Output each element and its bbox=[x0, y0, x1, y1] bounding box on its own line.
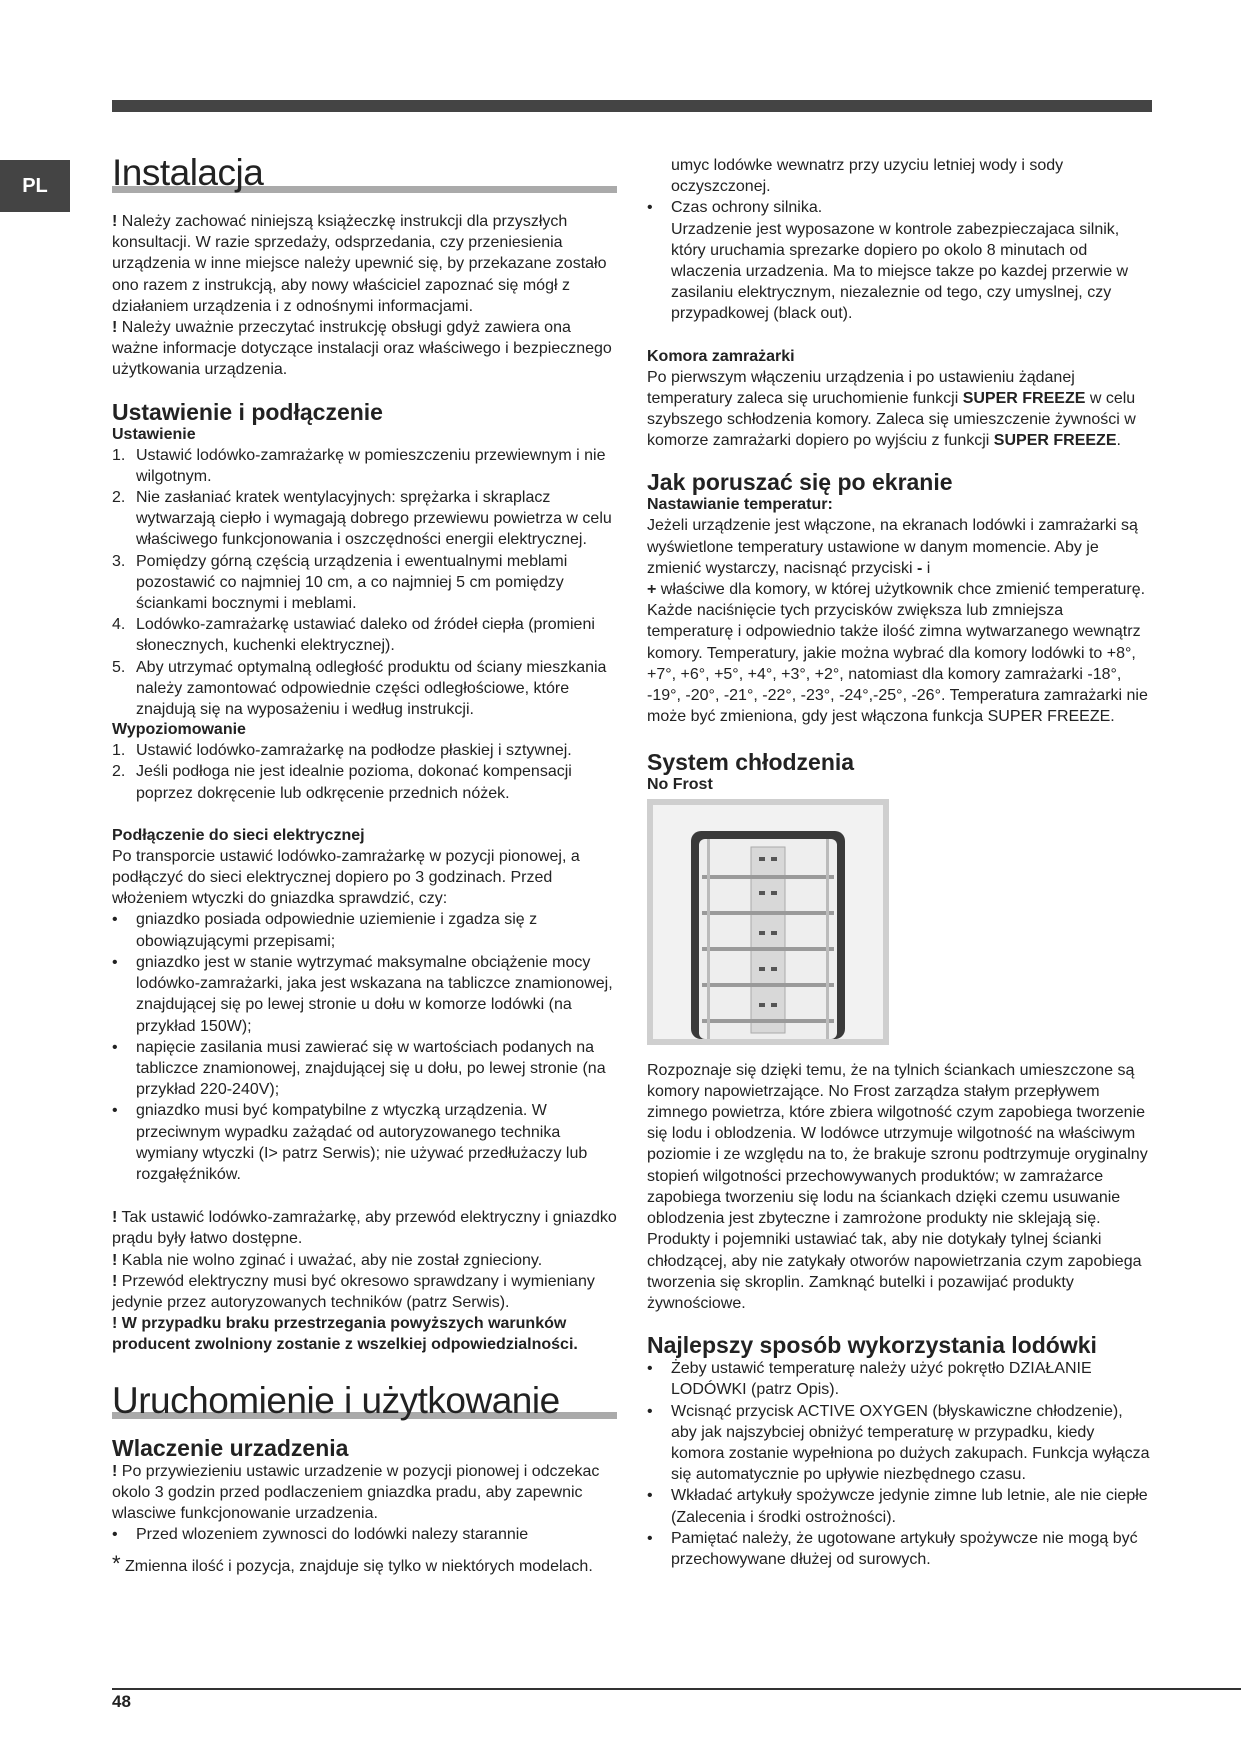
siec-intro: Po transporcie ustawić lodówko-zamrażarkę w pozycji pionowej, a podłączyć do sieci elektrycznej dopiero po 3 godzinach. Przed włożeniem wtyczki do gniazdka sprawdzić, czy: bbox=[112, 847, 580, 908]
language-tab: PL bbox=[0, 160, 70, 212]
top-rule bbox=[112, 100, 1152, 112]
section-title-najlepszy: Najlepszy sposób wykorzystania lodówki bbox=[647, 1332, 1097, 1359]
list-item: Urzadzenie jest wyposazone w kontrole zabezpieczajaca silnik, który uruchamia sprezarke dopiero po okolo 8 minutach od wlaczenia urzadzenia. Ma to miejsce takze po kazdej przerwie w zasilaniu elektrycznym, niezaleznie od tego, czy umyslnej, czy przypadkowej (black out). bbox=[671, 220, 1129, 323]
section-title-wlaczenie: Wlaczenie urzadzenia bbox=[112, 1434, 349, 1461]
page-title: Instalacja bbox=[112, 152, 264, 193]
footer-rule bbox=[112, 1688, 1241, 1690]
wypoziomowanie-list bbox=[112, 740, 617, 804]
list-item: 1. Ustawić lodówko-zamrażarkę na podłodze płaskiej i sztywnej. bbox=[112, 742, 572, 760]
list-item: 2. Jeśli podłoga nie jest idealnie pozioma, dokonać kompensacji poprzez dokręcenie lub odkręcenie przednich nóżek. bbox=[112, 763, 572, 802]
list-item: 4. Lodówko-zamrażarkę ustawiać daleko od źródeł ciepła (promieni słonecznych, kuchenki elektrycznej). bbox=[112, 616, 595, 655]
list-item: • Pamiętać należy, że ugotowane artykuły spożywcze nie mogą być przechowywane dłużej od surowych. bbox=[647, 1529, 1138, 1568]
list-item: • Żeby ustawić temperaturę należy użyć pokrętło DZIAŁANIE LODÓWKI (patrz Opis). bbox=[647, 1360, 1092, 1399]
subheading-nofrost: No Frost bbox=[647, 776, 713, 794]
list-item: 5. Aby utrzymać optymalną odległość produktu od ściany mieszkania należy zamontować odpowiednie części odległościowe, które znajdują się na wyposażeniu i według instrukcji. bbox=[112, 658, 607, 719]
wlaczenie-paragraph: ! Po przywiezieniu ustawic urzadzenie w pozycji pionowej i odczekac okolo 3 godzin przed podlaczeniem gniazdka pradu, aby zapewnic wlasciwe funkcjonowanie urzadzenia. bbox=[112, 1462, 600, 1522]
subheading-komora: Komora zamrażarki bbox=[647, 347, 795, 365]
ustawienie-list bbox=[112, 445, 617, 721]
warning-2: ! Kabla nie wolno zginać i uważać, aby nie został zgnieciony. bbox=[112, 1251, 543, 1269]
list-item: umyc lodówke wewnatrz przy uzyciu letniej wody i sody oczyszczonej. bbox=[671, 157, 1064, 196]
subheading-ekran: Nastawianie temperatur: bbox=[647, 496, 833, 514]
list-item: • Wkładać artykuły spożywcze jedynie zimne lub letnie, ale nie ciepłe (Zalecenia i środki ostrożności). bbox=[647, 1487, 1148, 1526]
list-item: • Czas ochrony silnika. bbox=[647, 199, 823, 217]
right-column bbox=[647, 155, 1152, 1570]
left-column bbox=[112, 150, 617, 1578]
najlepszy-list bbox=[647, 1358, 1152, 1570]
list-item: 3. Pomiędzy górną częścią urządzenia i ewentualnymi meblami pozostawić co najmniej 10 cm, a co najmniej 5 cm pomiędzy ściankami bocznymi i meblami. bbox=[112, 552, 568, 613]
intro-paragraph-1: ! Należy zachować niniejszą książeczkę instrukcji dla przyszłych konsultacji. W razie sprzedaży, odsprzedania, czy przeniesienia urządzenia w inne miejsce należy upewnić się, by przekazane zostało ono razem z instrukcją, aby nowy właściciel zapoznać się mógł z działaniem urządzenia i z odnośnymi informacjami. bbox=[112, 213, 607, 315]
komora-paragraph: Po pierwszym włączeniu urządzenia i po ustawieniu żądanej temperatury zaleca się uruchomienie funkcji SUPER FREEZE w celu szybszego schłodzenia komory. Zaleca się umieszczenie żywności w komorze zamrażarki dopiero po wyjściu z funkcji SUPER FREEZE. bbox=[647, 368, 1136, 450]
list-item: • Przed wlozeniem zywnosci do lodówki nalezy starannie bbox=[112, 1526, 529, 1544]
warning-1: ! Tak ustawić lodówko-zamrażarkę, aby przewód elektryczny i gniazdko prądu były łatwo dostępne. bbox=[112, 1209, 617, 1248]
section-title-uruchomienie: Uruchomienie i użytkowanie bbox=[112, 1379, 560, 1421]
list-item: 2. Nie zasłaniać kratek wentylacyjnych: sprężarka i skraplacz wytwarzają ciepło i wymagają dobrego przewiewu powietrza w celu właściwego funkcjonowania i oszczędności energii elektrycznej. bbox=[112, 489, 612, 549]
section-title-ekran: Jak poruszać się po ekranie bbox=[647, 469, 953, 496]
list-item: • gniazdko musi być kompatybilne z wtyczką urządzenia. W przeciwnym wypadku zażądać od autoryzowanego technika wymiany wtyczki (I> patrz Serwis); nie używać przedłużaczy lub rozgałęźników. bbox=[112, 1102, 588, 1183]
subheading-ustawienie: Ustawienie bbox=[112, 425, 196, 443]
list-item: • gniazdko jest w stanie wytrzymać maksymalne obciążenie mocy lodówko-zamrażarki, jaka jest wskazana na tabliczce znamionowej, znajdującej się po lewej stronie u dołu w komorze lodówki (na przykład 150W); bbox=[112, 953, 613, 1035]
list-item: • napięcie zasilania musi zawierać się w wartościach podanych na tabliczce znamionowej, znajdującej się u dołu, po lewej stronie (na przykład 220-240V); bbox=[112, 1038, 606, 1099]
section-title-ustawienie: Ustawienie i podłączenie bbox=[112, 398, 383, 425]
warning-3: ! Przewód elektryczny musi być okresowo sprawdzany i wymieniany jedynie przez autoryzowanych techników (patrz Serwis). bbox=[112, 1272, 595, 1311]
fridge-nofrost-illustration bbox=[647, 799, 889, 1045]
subheading-siec: Podłączenie do sieci elektrycznej bbox=[112, 826, 365, 844]
list-item: • gniazdko posiada odpowiednie uziemienie i zgadza się z obowiązującymi przepisami; bbox=[112, 911, 538, 950]
list-item: • Wcisnąć przycisk ACTIVE OXYGEN (błyskawiczne chłodzenie), aby jak najszybciej obniżyć temperaturę w przypadku, kiedy komora zostanie wypełniona po dużych zakupach. Funkcja wyłącza się automatycznie po upływie niezbędnego czasu. bbox=[647, 1402, 1150, 1484]
page-number: 48 bbox=[112, 1692, 131, 1711]
list-item: 1. Ustawić lodówko-zamrażarkę w pomieszczeniu przewiewnym i nie wilgotnym. bbox=[112, 446, 606, 485]
warning-bold: ! W przypadku braku przestrzegania powyższych warunków producent zwolniony zostanie z wszelkiej odpowiedzialności. bbox=[112, 1315, 578, 1354]
system-paragraph: Rozpoznaje się dzięki temu, że na tylnich ściankach umieszczone są komory napowietrzające. No Frost zarządza stałym przepływem zimnego powietrza, które zbiera wilgotność czym zapobiega tworzenie się lodu i oblodzenia. W lodówce utrzymuje wilgotność na właściwym poziomie i ze względu na to, że brakuje szronu podtrzymuje oryginalny stopień wilgotności przechowywanych produktów; w zamrażarce zapobiega tworzeniu się lodu na ściankach dzięki czemu usuwanie oblodzenia jest zbyteczne i zamrożone produkty nie sklejają się. Produkty i pojemniki ustawiać tak, aby nie dotykały tylnej ścianki chłodzącej, aby nie zatykały otworów napowietrzania czym zapobiega tworzenia się skroplin. Zamknąć butelki i pozawijać produkty żywnościowe. bbox=[647, 1061, 1148, 1312]
intro-paragraph-2: ! Należy uważnie przeczytać instrukcję obsługi gdyż zawiera ona ważne informacje dotyczące instalacji oraz właściwego i bezpiecznego użytkowania urządzenia. bbox=[112, 319, 612, 379]
siec-list bbox=[112, 909, 617, 1185]
continued-list bbox=[647, 155, 1152, 325]
footnote: * Zmienna ilość i pozycja, znajduje się tylko w niektórych modelach. bbox=[112, 1551, 593, 1577]
ekran-paragraph: Jeżeli urządzenie jest włączone, na ekranach lodówki i zamrażarki są wyświetlone temperatury ustawione w danym momencie. Aby je zmienić wystarczy, nacisnąć przyciski - i + właściwe dla komory, w której użytkownik chce zmienić temperaturę. Każde naciśnięcie tych przycisków zwiększa lub zmniejsza temperaturę i odpowiednio także ilość zimna wytwarzanego wewnątrz komory. Temperatury, jakie można wybrać dla komory lodówki to +8°, +7°, +6°, +5°, +4°, +3°, +2°, natomiast dla komory zamrażarki -18°, -19°, -20°, -21°, -22°, -23°, -24°,-25°, -26°. Temperatura zamrażarki nie może być zmieniona, gdy jest włączona funkcja SUPER FREEZE. bbox=[647, 517, 1148, 726]
subheading-wypoziomowanie: Wypoziomowanie bbox=[112, 721, 246, 739]
wlaczenie-list bbox=[112, 1524, 617, 1545]
section-title-system: System chłodzenia bbox=[647, 749, 855, 776]
